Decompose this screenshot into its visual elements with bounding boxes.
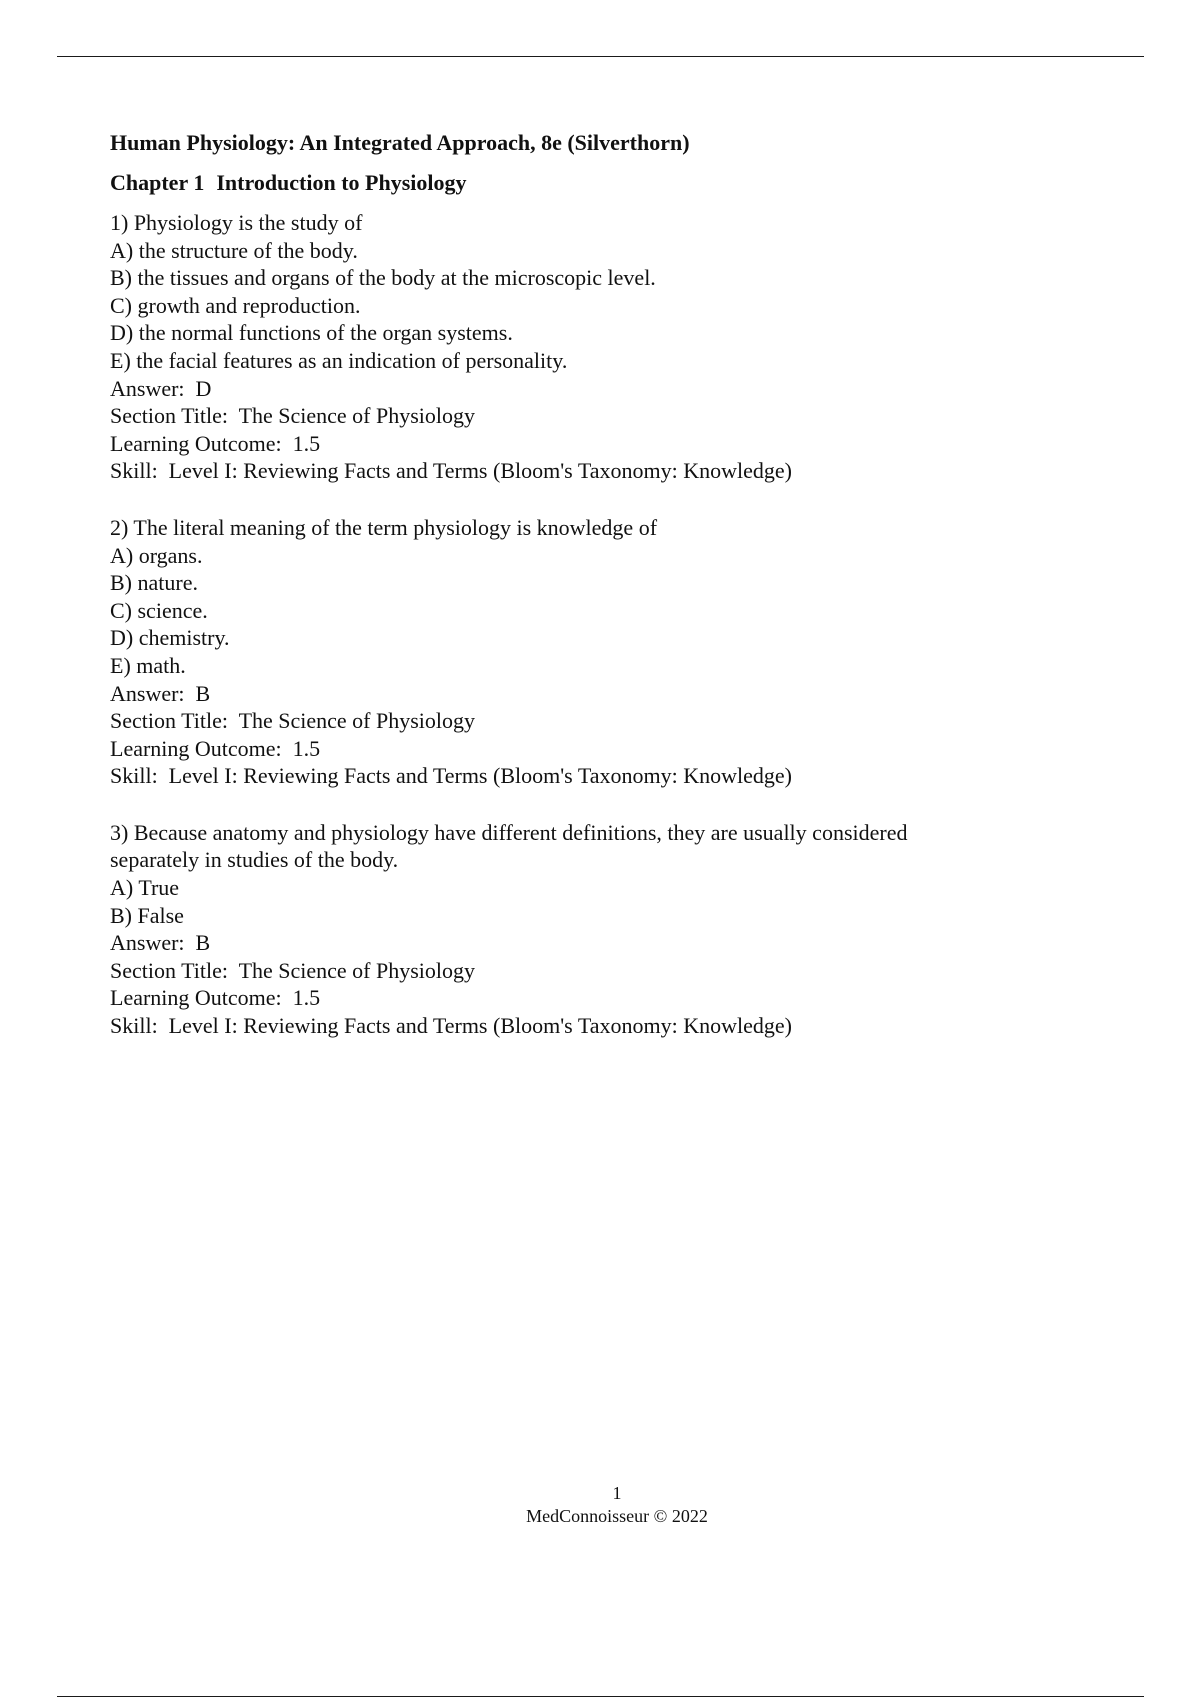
bottom-rule [57,1696,1144,1697]
option-a: A) True [110,875,180,901]
question-stem: 1) Physiology is the study of [110,210,363,235]
question-stem: 2) The literal meaning of the term physiology is knowledge of [110,514,658,540]
answer-line: Answer: B [110,680,211,706]
page-number: 1 [612,1483,622,1503]
page-content [110,127,1090,1040]
option-e: E) the facial features as an indication of personality. [110,347,568,373]
learning-outcome-line: Learning Outcome: 1.5 [110,735,321,761]
question-3 [110,819,1090,1040]
option-b: B) the tissues and organs of the body at the microscopic level. [110,265,656,291]
chapter-heading [110,167,1090,199]
question-stem-line-2: separately in studies of the body. [110,847,399,873]
question-1 [110,209,1090,485]
option-e: E) math. [110,652,186,678]
question-stem-line-1: 3) Because anatomy and physiology have different definitions, they are usually considered [110,819,908,845]
section-title-line: Section Title: The Science of Physiology [110,957,476,983]
copyright-notice: MedConnoisseur © 2022 [526,1506,708,1526]
book-title: Human Physiology: An Integrated Approach, 8e (Silverthorn) [110,130,690,155]
option-a: A) organs. [110,542,203,568]
skill-line: Skill: Level I: Reviewing Facts and Terms (Bloom's Taxonomy: Knowledge) [110,763,792,789]
option-d: D) the normal functions of the organ systems. [110,320,513,346]
option-b: B) nature. [110,570,198,596]
learning-outcome-line: Learning Outcome: 1.5 [110,430,321,456]
option-a: A) the structure of the body. [110,237,358,263]
top-rule [57,56,1144,57]
skill-line: Skill: Level I: Reviewing Facts and Terms (Bloom's Taxonomy: Knowledge) [110,1013,792,1039]
chapter-number: Chapter 1 [110,170,205,195]
option-b: B) False [110,902,184,928]
option-c: C) growth and reproduction. [110,292,361,318]
question-2 [110,514,1090,790]
learning-outcome-line: Learning Outcome: 1.5 [110,985,321,1011]
option-d: D) chemistry. [110,625,230,651]
skill-line: Skill: Level I: Reviewing Facts and Terms (Bloom's Taxonomy: Knowledge) [110,458,792,484]
answer-line: Answer: B [110,930,211,956]
answer-line: Answer: D [110,375,212,401]
option-c: C) science. [110,597,208,623]
page-footer [0,1482,1200,1528]
section-title-line: Section Title: The Science of Physiology [110,708,476,734]
section-title-line: Section Title: The Science of Physiology [110,403,476,429]
chapter-title: Introduction to Physiology [216,170,467,195]
